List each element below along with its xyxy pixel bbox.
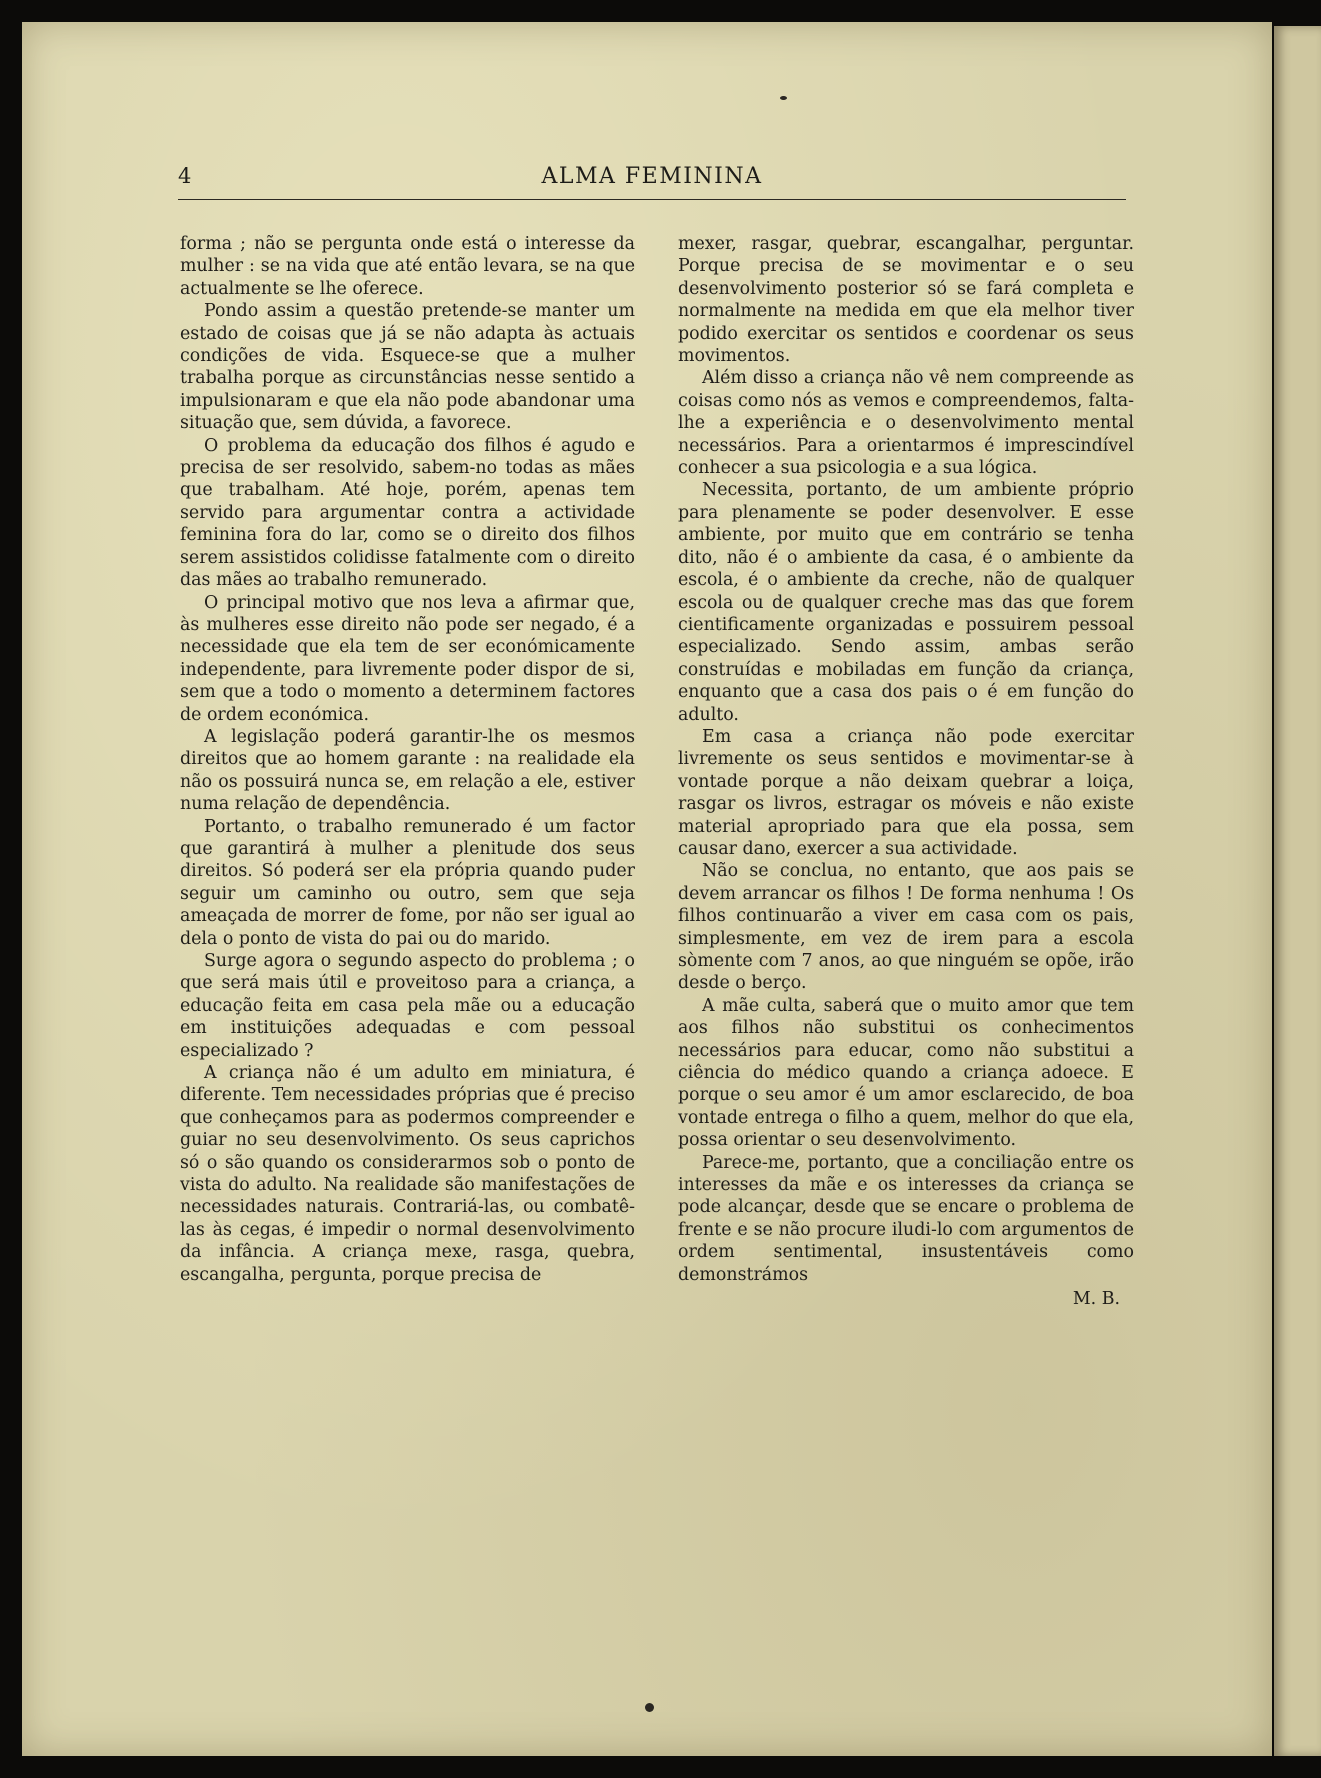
paragraph: O principal motivo que nos leva a afirmar que, às mulheres esse direito não pode ser negado, é a necessidade que ela tem de ser económicamente independente, para livremente poder dispor de si, sem que a todo o momento a determinem factores de ordem económica. xyxy=(180,592,635,725)
paragraph: A criança não é um adulto em miniatura, é diferente. Tem necessidades próprias que é preciso que conheçamos para as podermos compreender e guiar no seu desenvolvimento. Os seus caprichos só o são quando os considerarmos sob o ponto de vista do adulto. Na realidade são manifestações de necessidades naturais. Contrariá-las, ou combatê-las às cegas, é impedir o normal desenvolvimento da infância. A criança mexe, rasga, quebra, escangalha, pergunta, porque precisa de xyxy=(180,1063,635,1285)
running-title: ALMA FEMININA xyxy=(541,164,763,189)
paragraph: A legislação poderá garantir-lhe os mesmos direitos que ao homem garante : na realidade ela não os possuirá nunca se, em relação a ele, estiver numa relação de dependência. xyxy=(180,726,635,815)
paragraph: Em casa a criança não pode exercitar livremente os seus sentidos e movimentar-se à vontade porque a não deixam quebrar a loiça, rasgar os livros, estragar os móveis e não existe material apropriado para que ela possa, sem causar dano, exercer a sua actividade. xyxy=(678,726,1134,859)
paragraph: Não se conclua, no entanto, que aos pais se devem arrancar os filhos ! De forma nenhuma ! Os filhos continuarão a viver em casa com os pais, simplesmente, em vez de irem para a escola sòmente com 7 anos, ao que ninguém se opõe, irão desde o berço. xyxy=(678,861,1134,994)
paragraph: forma ; não se pergunta onde está o interesse da mulher : se na vida que até então levara, se na que actualmente se lhe oferece. xyxy=(180,234,635,299)
paragraph: mexer, rasgar, quebrar, escangalhar, perguntar. Porque precisa de se movimentar e o seu desenvolvimento posterior só se fará completa e normalmente na medida em que ela melhor tiver podido exercitar os sentidos e coordenar os seus movimentos. xyxy=(678,234,1134,367)
paragraph: Necessita, portanto, de um ambiente próprio para plenamente se poder desenvolver. E esse ambiente, por muito que em contrário se tenha dito, não é o ambiente da casa, é o ambiente da escola, é o ambiente da creche, não de qualquer escola ou de qualquer creche mas das que forem cientificamente organizadas e possuirem pessoal especializado. Sendo assim, ambas serão construídas e mobiladas em função da criança, enquanto que a casa dos pais o é em função do adulto. xyxy=(678,480,1134,725)
paragraph: O problema da educação dos filhos é agudo e precisa de ser resolvido, sabem-no todas as mães que trabalham. Até hoje, porém, apenas tem servido para argumentar contra a actividade feminina fora do lar, como se o direito dos filhos serem assistidos colidisse fatalmente com o direito das mães ao trabalho remunerado. xyxy=(180,435,635,591)
paragraph: Parece-me, portanto, que a conciliação entre os interesses da mãe e os interesses da criança se pode alcançar, desde que se encare o problema de frente e se não procure iludi-lo com argumentos de ordem sentimental, insustentáveis como demonstrámos xyxy=(678,1152,1134,1285)
right-column xyxy=(678,233,1134,1311)
author-signature: M. B. xyxy=(1072,1289,1120,1310)
page-number: 4 xyxy=(178,164,192,188)
adjacent-page-edge xyxy=(1274,26,1321,1756)
left-column xyxy=(180,233,635,1286)
paragraph: Além disso a criança não vê nem compreende as coisas como nós as vemos e compreendemos, falta-lhe a experiência e o desenvolvimento mental necessários. Para a orientarmos é imprescindível conhecer a sua psicologia e a sua lógica. xyxy=(678,368,1134,479)
header-rule xyxy=(178,199,1126,200)
paragraph: Pondo assim a questão pretende-se manter um estado de coisas que já se não adapta às actuais condições de vida. Esquece-se que a mulher trabalha porque as circunstâncias nesse sentido a impulsionaram e que ela não pode abandonar uma situação que, sem dúvida, a favorece. xyxy=(180,301,635,434)
ink-speck xyxy=(645,1703,654,1712)
paragraph: Portanto, o trabalho remunerado é um factor que garantirá à mulher a plenitude dos seus direitos. Só poderá ser ela própria quando puder seguir um caminho ou outro, sem que seja ameaçada de morrer de fome, por não ser igual ao dela o ponto de vista do pai ou do marido. xyxy=(180,816,635,949)
paragraph: Surge agora o segundo aspecto do problema ; o que será mais útil e proveitoso para a criança, a educação feita em casa pela mãe ou a educação em instituições adequadas e com pessoal especializado ? xyxy=(180,951,635,1061)
paragraph: A mãe culta, saberá que o muito amor que tem aos filhos não substitui os conhecimentos necessários para educar, como não substitui a ciência do médico quando a criança adoece. E porque o seu amor é um amor esclarecido, de boa vontade entrega o filho a quem, melhor do que ela, possa orientar o seu desenvolvimento. xyxy=(678,995,1134,1151)
ink-speck xyxy=(780,96,787,100)
running-header xyxy=(178,162,1126,196)
